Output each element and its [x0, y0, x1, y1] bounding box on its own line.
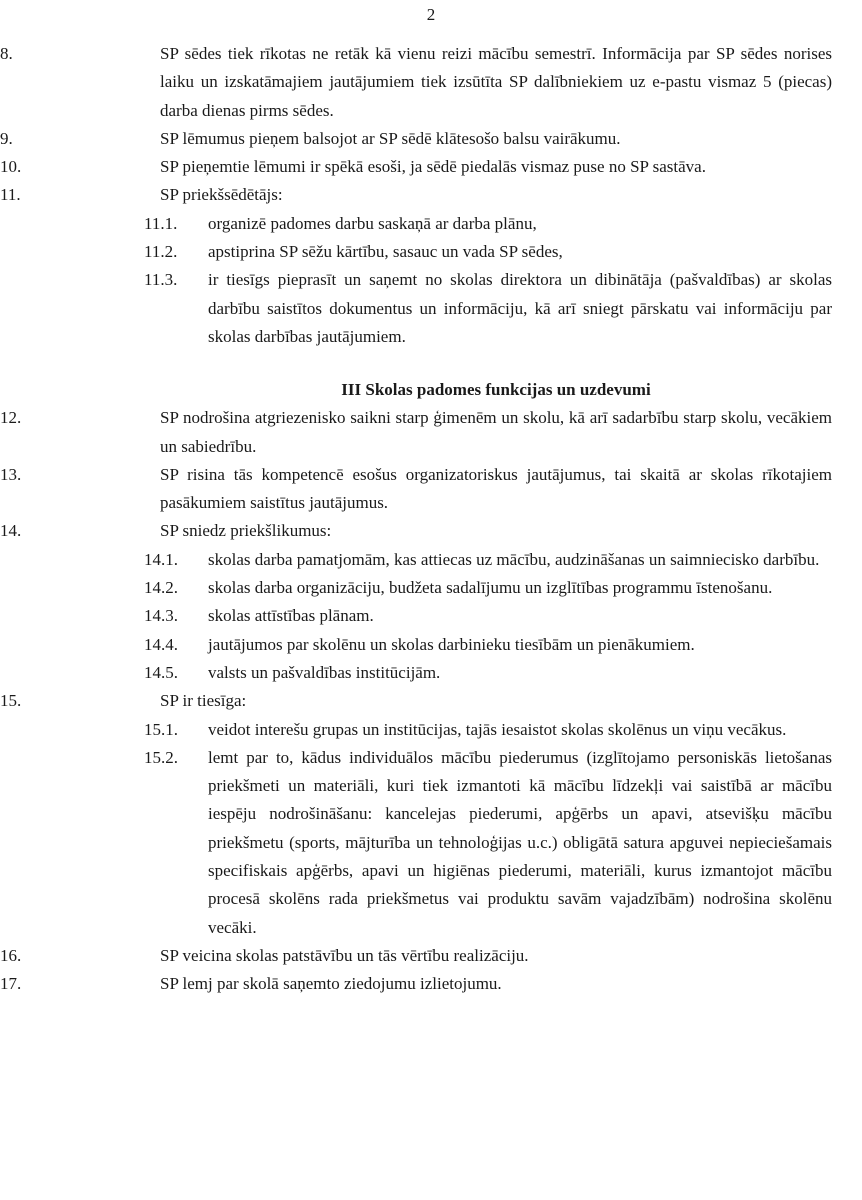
section-item [0, 687, 832, 715]
item-number: 14. [0, 521, 22, 541]
subsection-item [144, 631, 832, 659]
item-number: 16. [0, 945, 22, 965]
item-text: skolas attīstības plānam. [208, 606, 374, 626]
section-item [0, 461, 832, 518]
item-number: 9. [0, 128, 13, 148]
item-text: SP pieņemtie lēmumi ir spēkā esoši, ja sēdē piedalās vismaz puse no SP sastāva. [160, 157, 706, 177]
page-number: 2 [426, 5, 436, 24]
section-item [0, 970, 832, 998]
item-number: 10. [0, 157, 22, 177]
item-number: 15.1. [144, 719, 178, 739]
item-text: apstiprina SP sēžu kārtību, sasauc un vada SP sēdes, [208, 242, 563, 262]
item-number: 11. [0, 185, 21, 205]
item-text: jautājumos par skolēnu un skolas darbinieku tiesībām un pienākumiem. [208, 634, 695, 654]
item-number: 17. [0, 974, 22, 994]
item-number: 8. [0, 44, 13, 63]
section-item [0, 181, 832, 209]
item-text: valsts un pašvaldības institūcijām. [208, 662, 441, 682]
section-item [0, 40, 832, 125]
subsection-item [144, 266, 832, 351]
regulation-list-part-3 [0, 404, 862, 998]
item-number: 14.3. [144, 606, 178, 626]
item-text: SP nodrošina atgriezenisko saikni starp ģimenēm un skolu, kā arī sadarbību starp skolu, vecākiem un sabiedrību. [160, 408, 832, 456]
item-text: skolas darba pamatjomām, kas attiecas uz mācību, audzināšanas un saimniecisko darbību. [208, 549, 820, 569]
section-item [0, 153, 832, 181]
item-number: 14.5. [144, 662, 178, 682]
item-number: 15. [0, 691, 22, 711]
item-number: 15.2. [144, 747, 178, 767]
item-number: 11.3. [144, 270, 178, 290]
section-item [0, 125, 832, 153]
subsection-item [144, 210, 832, 238]
subsection-item [144, 659, 832, 687]
item-number: 11.1. [144, 213, 178, 233]
document-body [0, 40, 862, 999]
item-number: 14.1. [144, 549, 178, 569]
section-heading: III Skolas padomes funkcijas un uzdevumi [341, 380, 651, 400]
item-text: skolas darba organizāciju, budžeta sadalījumu un izglītības programmu īstenošanu. [208, 578, 773, 598]
item-text: SP lemj par skolā saņemto ziedojumu izlietojumu. [160, 974, 502, 994]
item-text: organizē padomes darbu saskaņā ar darba plānu, [208, 213, 537, 233]
item-text: SP risina tās kompetencē esošus organizatoriskus jautājumus, tai skaitā ar skolas rīkotajiem pasākumiem saistītus jautājumus. [160, 464, 832, 513]
item-text: SP veicina skolas patstāvību un tās vērtību realizāciju. [160, 945, 529, 965]
subsection-item [144, 238, 832, 266]
item-text: SP lēmumus pieņem balsojot ar SP sēdē klātesošo balsu vairākumu. [160, 128, 621, 148]
item-text: SP ir tiesīga: [160, 691, 247, 711]
subsection-item [144, 716, 832, 744]
item-text: ir tiesīgs pieprasīt un saņemt no skolas direktora un dibinātāja (pašvaldības) ar skolas darbību saistītos dokumentus un informāciju, kā arī sniegt pārskatu vai informāciju par skolas darbības jautājumiem. [208, 270, 832, 346]
item-number: 12. [0, 408, 22, 428]
section-item [0, 404, 832, 461]
subsection-item [144, 744, 832, 942]
regulation-list-part-2 [0, 40, 862, 351]
item-number: 11.2. [144, 242, 178, 262]
subsection-item [144, 574, 832, 602]
item-number: 14.4. [144, 634, 178, 654]
item-text: SP priekšsēdētājs: [160, 185, 283, 205]
item-number: 13. [0, 464, 22, 484]
item-text: SP sniedz priekšlikumus: [160, 521, 332, 541]
section-item [0, 942, 832, 970]
item-number: 14.2. [144, 578, 178, 598]
item-text: lemt par to, kādus individuālos mācību piederumus (izglītojamo personiskās lietošanas priekšmeti un materiāli, kuri tiek izmantoti kā mācību līdzekļi vai saistībā ar mācību iespēju nodrošināšanu: kancelejas piederumi, apģērbs un apavi, atsevišķu mācību priekšmetu (sports, mājturība un tehnoloģijas u.c.) obligātā satura apguvei nepieciešamais specifiskais apģērbs, apavi un higiēnas piederumi, materiāli, kurus izmantojot mācību procesā skolēns rada priekšmetus vai produktu savām vajadzībām) nodrošina skolēnu vecāki. [208, 747, 832, 937]
item-text: SP sēdes tiek rīkotas ne retāk kā vienu reizi mācību semestrī. Informācija par SP sēdes norises laiku un izskatāmajiem jautājumiem tiek izsūtīta SP dalībniekiem uz e-pastu vismaz 5 (piecas) darba dienas pirms sēdes. [160, 44, 832, 120]
subsection-item [144, 546, 832, 574]
item-text: veidot interešu grupas un institūcijas, tajās iesaistot skolas skolēnus un viņu vecākus. [208, 719, 787, 739]
section-item [0, 517, 832, 545]
subsection-item [144, 602, 832, 630]
